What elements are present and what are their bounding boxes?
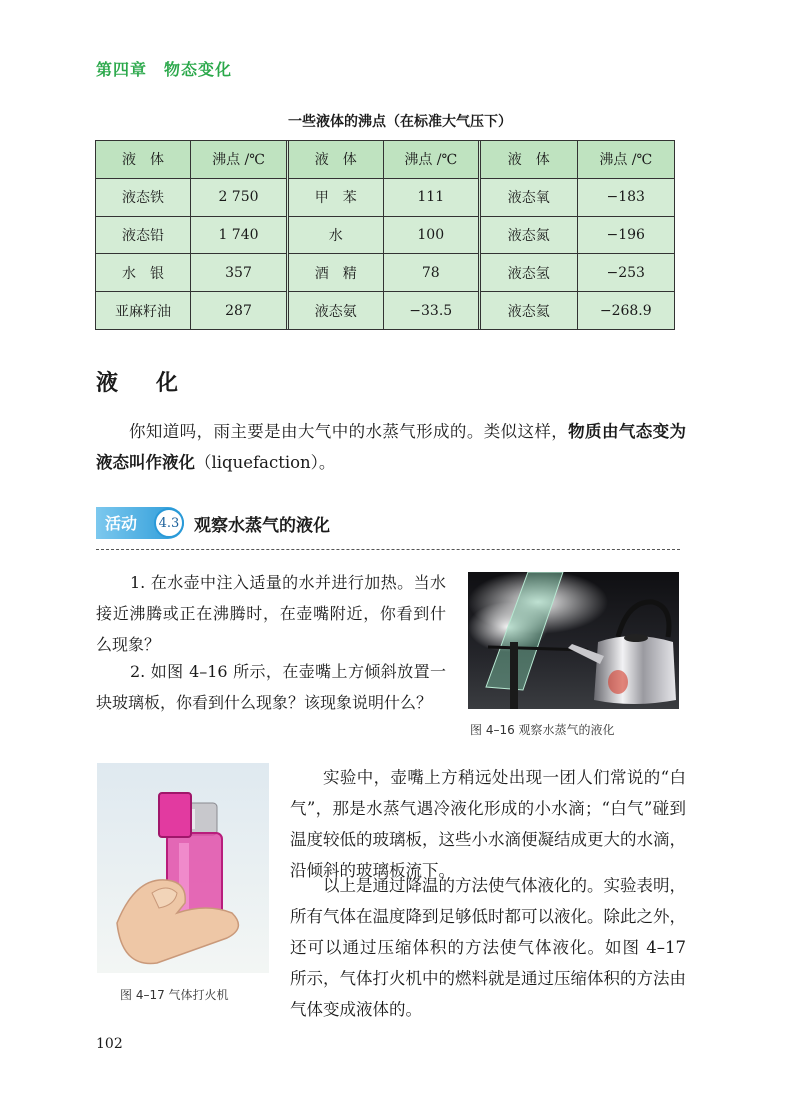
activity-step: 1. 在水壶中注入适量的水并进行加热。当水接近沸腾或正在沸腾时，在壶嘴附近，你看到什么现象？ (96, 573, 446, 654)
liquid-name-cell: 甲 苯 (289, 179, 384, 216)
table-row (96, 291, 286, 329)
table-row (289, 291, 478, 329)
column-header: 沸点 /℃ (212, 152, 265, 169)
liquid-name-cell: 液态氨 (289, 292, 384, 329)
activity-label: 活动 (105, 514, 138, 533)
figure-caption: 图 4–17 气体打火机 (120, 988, 229, 1002)
liquid-name-cell: 液态氮 (481, 217, 578, 254)
lighter-hand-illustration (97, 763, 269, 973)
boiling-point-cell: 78 (421, 264, 440, 281)
boiling-point-cell: −183 (606, 189, 645, 206)
table-row (96, 253, 286, 291)
section-title: 液 化 (96, 371, 187, 396)
liquid-name-cell: 液态氧 (481, 179, 578, 216)
table-group (96, 141, 286, 329)
body-paragraph: 以上是通过降温的方法使气体液化的。实验表明，所有气体在温度降到足够低时都可以液化。除此之外，还可以通过压缩体积的方法使气体液化。如图 4–17 所示，气体打火机中的燃料就是通过压缩体积的方法由气体变成液体的。 (290, 876, 686, 1019)
boiling-point-cell: 357 (225, 264, 252, 281)
lighter-photo (97, 763, 269, 973)
activity-title: 观察水蒸气的液化 (194, 516, 330, 536)
liquid-name-cell: 亚麻籽油 (96, 292, 191, 329)
table-row (289, 253, 478, 291)
table-row (96, 216, 286, 254)
boiling-point-cell: 1 740 (218, 226, 259, 243)
kettle-steam-illustration (468, 572, 679, 709)
boiling-point-table (95, 140, 675, 330)
boiling-point-cell: 287 (225, 302, 252, 319)
intro-text-end: （liquefaction）。 (195, 453, 336, 472)
column-header: 沸点 /℃ (599, 152, 653, 169)
table-header-row (96, 141, 286, 178)
table-header-row (481, 141, 674, 178)
column-header: 液 体 (96, 141, 191, 178)
column-header: 液 体 (481, 141, 578, 178)
table-row (289, 178, 478, 216)
intro-text: 你知道吗，雨主要是由大气中的水蒸气形成的。类似这样， (129, 422, 569, 441)
table-group (478, 141, 674, 329)
boiling-point-cell: 2 750 (218, 189, 259, 206)
page-number: 102 (96, 1036, 123, 1052)
boiling-point-cell: −268.9 (599, 302, 652, 319)
boiling-point-cell: 100 (417, 226, 445, 243)
table-row (481, 253, 674, 291)
kettle-steam-photo (468, 572, 679, 709)
activity-number: 4.3 (154, 508, 184, 538)
table-group (286, 141, 478, 329)
table-caption: 一些液体的沸点（在标准大气压下） (288, 114, 512, 130)
boiling-point-cell: −33.5 (409, 302, 453, 319)
liquid-name-cell: 水 (289, 217, 384, 254)
liquid-name-cell: 液态铁 (96, 179, 191, 216)
activity-divider (96, 549, 680, 550)
boiling-point-cell: −253 (606, 264, 645, 281)
table-row (481, 216, 674, 254)
liquid-name-cell: 液态铅 (96, 217, 191, 254)
figure-caption: 图 4–16 观察水蒸气的液化 (470, 723, 615, 737)
table-row (96, 178, 286, 216)
table-row (481, 178, 674, 216)
liquid-name-cell: 液态氢 (481, 254, 578, 291)
liquid-name-cell: 液态氦 (481, 292, 578, 329)
definition-highlight: 物质由气态变为液态叫作液化 (96, 422, 686, 472)
boiling-point-cell: −196 (606, 226, 645, 243)
intro-paragraph (96, 416, 686, 478)
body-paragraph: 实验中，壶嘴上方稍远处出现一团人们常说的“白气”，那是水蒸气遇冷液化形成的小水滴；“白气”碰到温度较低的玻璃板，这些小水滴便凝结成更大的水滴，沿倾斜的玻璃板流下。 (290, 768, 686, 880)
table-header-row (289, 141, 478, 178)
liquid-name-cell: 水 银 (96, 254, 191, 291)
column-header: 液 体 (289, 141, 384, 178)
table-row (481, 291, 674, 329)
activity-heading (96, 505, 690, 545)
column-header: 沸点 /℃ (404, 152, 458, 169)
chapter-header: 第四章 物态变化 (96, 60, 233, 79)
activity-step: 2. 如图 4–16 所示，在壶嘴上方倾斜放置一块玻璃板，你看到什么现象？该现象说明什么？ (96, 662, 446, 712)
table-row (289, 216, 478, 254)
liquid-name-cell: 酒 精 (289, 254, 384, 291)
boiling-point-cell: 111 (417, 189, 445, 206)
